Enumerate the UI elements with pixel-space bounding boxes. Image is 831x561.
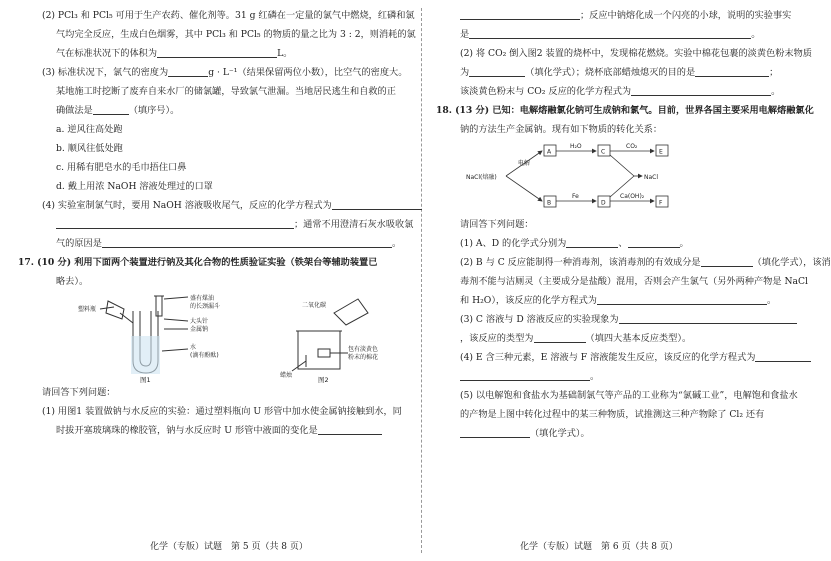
figure-1-apparatus: [78, 291, 248, 383]
q18-5-line1: (5) 以电解饱和食盐水为基础制氯气等产品的工业称为“氯碱工业”，电解饱和食盐水: [460, 390, 798, 401]
q16-4-line2: ；通常不用澄清石灰水吸收氯: [18, 215, 410, 234]
svg-text:A: A: [547, 148, 552, 156]
fig1-label-phenol: (滴有酚酞): [190, 352, 219, 359]
answer-blank[interactable]: [460, 425, 530, 438]
diag-nacl: NaCl: [644, 174, 659, 181]
answer-blank[interactable]: [695, 64, 769, 77]
svg-text:F: F: [659, 199, 663, 207]
diag-fe: Fe: [572, 193, 579, 200]
answer-blank[interactable]: [56, 216, 294, 229]
fig1-label-funnel2: 的长颈漏斗: [190, 303, 221, 310]
fig1-label-pin: 大头针: [190, 318, 209, 325]
answer-blank[interactable]: [157, 45, 277, 58]
fig2-label-candle: 蜡烛: [280, 372, 293, 379]
answer-blank[interactable]: [318, 422, 382, 435]
q18-2-line2: 毒剂不能与洁厕灵（主要成分是盐酸）混用，否则会产生氯气（另外两种产物是 NaCl: [460, 276, 808, 287]
svg-text:E: E: [659, 148, 663, 156]
figure-2-apparatus: [278, 291, 398, 383]
q18-4-line1: (4) E 含三种元素，E 溶液与 F 溶液能发生反应，该反应的化学方程式为: [436, 348, 778, 367]
q18-line2: 钠的方法生产金属钠。现有如下物质的转化关系：: [460, 124, 663, 135]
q17-1-line2: 时拔开塞玻璃珠的橡胶管，钠与水反应时 U 形管中液面的变化是: [18, 421, 410, 440]
diag-nacl-melt: NaCl(熔融): [466, 174, 497, 181]
q18-2-line3: 和 H₂O），该反应的化学方程式为 。: [436, 291, 778, 310]
q18-prompt: 请回答下列问题：: [460, 219, 534, 230]
answer-blank[interactable]: [460, 7, 580, 20]
fig1-caption: 图1: [140, 376, 151, 384]
fig2-label-powder: 包有淡黄色: [348, 346, 379, 353]
option-a: a. 逆风往高处跑: [56, 124, 123, 135]
footer-page-6: 化学（专版）试题 第 6 页（共 8 页）: [520, 542, 678, 552]
answer-blank[interactable]: [619, 311, 797, 324]
answer-blank[interactable]: [534, 330, 586, 343]
conversion-diagram: [466, 141, 778, 211]
q18-2-line1: (2) B 与 C 反应能制得一种消毒剂，该消毒剂的有效成分是 （填化学式），该消: [436, 253, 778, 272]
option-d: d. 戴上用浓 NaOH 溶液处理过的口罩: [56, 181, 213, 192]
q17-continued-line2: 是 。: [436, 25, 778, 44]
q17-line2: 略去）。: [56, 276, 89, 287]
fig1-label-funnel: 盛有煤油: [190, 295, 215, 302]
q17-2-line1: (2) 将 CO₂ 倒入图2 装置的烧杯中，发现棉花燃烧。实验中棉花包裹的淡黄色粉末物质: [460, 48, 812, 59]
q16-2-line2: 气均完全反应，生成白色烟雾，其中 PCl₃ 和 PCl₅ 的物质的量之比为 3 : 2，则消耗的氯: [56, 29, 416, 40]
svg-text:C: C: [601, 148, 606, 156]
left-column: [18, 6, 416, 440]
svg-text:D: D: [601, 199, 606, 207]
answer-blank[interactable]: [102, 235, 392, 248]
q18-3-line2: ，该反应的类型为 （填四大基本反应类型）。: [436, 329, 778, 348]
q16-3-line3: 确做法是 （填序号）。: [18, 101, 410, 120]
diag-h2o: H₂O: [570, 143, 582, 150]
right-column: [436, 6, 831, 443]
answer-blank[interactable]: [168, 64, 208, 77]
option-c: c. 用稀有肥皂水的毛巾捂住口鼻: [56, 162, 187, 173]
q18-line1: 18. (13 分) 已知：电解熔融氯化钠可生成钠和氯气。目前，世界各国主要采用电解熔融氯化: [436, 105, 814, 116]
option-b: b. 顺风往低处跑: [56, 143, 123, 154]
column-divider: [421, 8, 422, 553]
answer-blank[interactable]: [93, 102, 129, 115]
answer-blank[interactable]: [469, 64, 525, 77]
fig2-label-cotton: 粉末的棉花: [348, 354, 379, 361]
q17-continued-line1: ；反应中钠熔化成一个闪亮的小球，说明的实验事实: [436, 6, 778, 25]
answer-blank[interactable]: [631, 83, 771, 96]
q18-5-line3: （填化学式）。: [436, 424, 778, 443]
q16-3-line2: 某地施工时挖断了废弃自来水厂的储氯罐，导致氯气泄漏。当地居民逃生和自救的正: [56, 86, 396, 97]
q17-prompt: 请回答下列问题：: [42, 387, 116, 398]
q18-4-line2: 。: [436, 367, 778, 386]
fig2-caption: 图2: [318, 376, 329, 384]
diag-electrolysis: 电解: [518, 160, 531, 167]
q16-2-line1: (2) PCl₃ 和 PCl₅ 可用于生产农药、催化剂等。31 g 红磷在一定量的氯气中燃烧，红磷和氯: [42, 10, 415, 21]
q16-3-line1: (3) 标准状况下，氯气的密度为 g · L⁻¹（结果保留两位小数），比空气的密度大。: [18, 63, 410, 82]
q17-2-line3: 该淡黄色粉末与 CO₂ 反应的化学方程式为 。: [436, 82, 778, 101]
q16-4-line3: 气的原因是 。: [18, 234, 410, 253]
q17-1-line1: (1) 用图1 装置做钠与水反应的实验：通过塑料瓶向 U 形管中加水使金属钠接触到水，同: [42, 406, 402, 417]
q18-5-line2: 的产物是上图中转化过程中的某三种物质，试推测这三种产物除了 Cl₂ 还有: [460, 409, 765, 420]
fig2-label-co2: 二氧化碳: [302, 302, 327, 309]
conversion-diagram-svg: [466, 141, 726, 211]
answer-blank[interactable]: [628, 235, 680, 248]
footer-page-5: 化学（专版）试题 第 5 页（共 8 页）: [150, 542, 308, 552]
answer-blank[interactable]: [755, 349, 811, 362]
svg-text:B: B: [547, 199, 552, 207]
diag-co2: CO₂: [626, 143, 638, 150]
experiment-figures: [38, 291, 410, 383]
answer-blank[interactable]: [469, 26, 751, 39]
answer-blank[interactable]: [332, 197, 422, 210]
q18-1: (1) A、D 的化学式分别为 、 。: [436, 234, 778, 253]
diag-caoh2: Ca(OH)₂: [620, 193, 645, 200]
answer-blank[interactable]: [460, 368, 590, 381]
q17-line1: 17. (10 分) 利用下面两个装置进行钠及其化合物的性质验证实验（铁架台等辅助装置已: [18, 257, 378, 268]
q16-4-line1: (4) 实验室制氯气时，要用 NaOH 溶液吸收尾气，反应的化学方程式为: [18, 196, 410, 215]
q18-3-line1: (3) C 溶液与 D 溶液反应的实验现象为: [436, 310, 778, 329]
answer-blank[interactable]: [701, 254, 753, 267]
fig1-label-bottle: 塑料瓶: [78, 306, 97, 313]
answer-blank[interactable]: [597, 292, 767, 305]
q16-2-line3: 气在标准状况下的体积为 L。: [18, 44, 410, 63]
answer-blank[interactable]: [566, 235, 618, 248]
fig1-label-water: 水: [190, 344, 197, 351]
fig1-label-sodium: 金属钠: [190, 326, 209, 333]
q17-2-line2: 为 （填化学式）；烧杯底部蜡烛熄灭的目的是 ；: [436, 63, 778, 82]
